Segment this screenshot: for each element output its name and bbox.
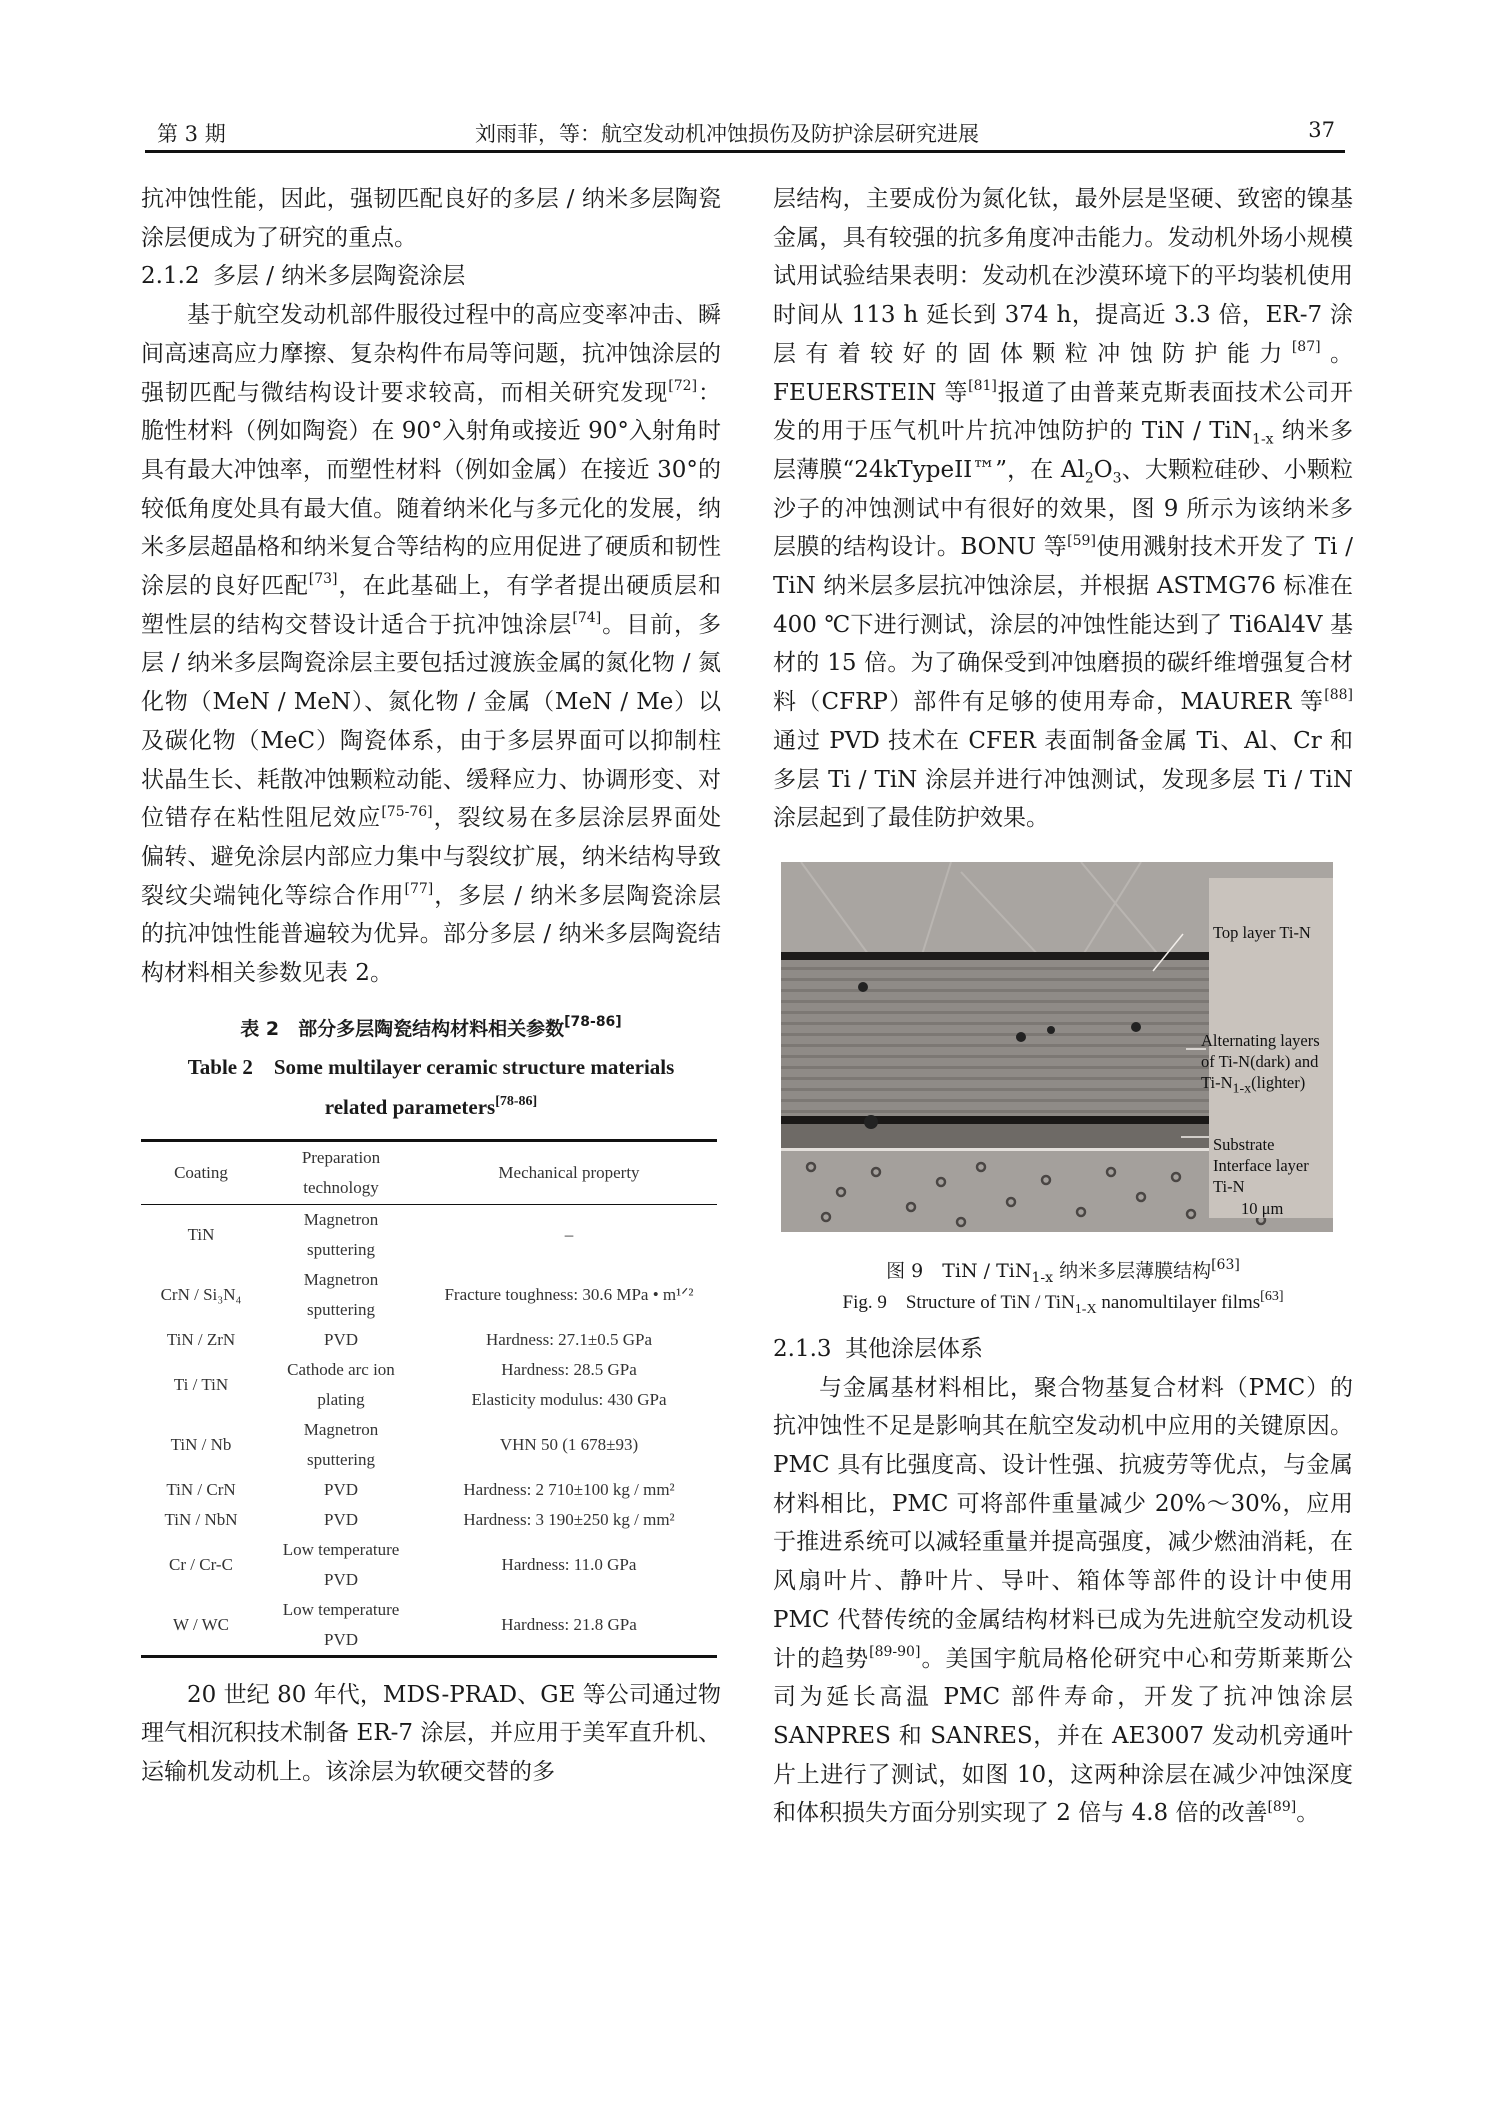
citation[interactable]: [72] xyxy=(668,377,698,394)
paragraph-multilayer xyxy=(141,296,721,993)
subscript: 1-x xyxy=(1031,1269,1054,1286)
table-row xyxy=(141,1265,717,1325)
label-text: Interface layer xyxy=(1213,1155,1309,1175)
column-header-mechanical: Mechanical property xyxy=(498,1162,640,1182)
cell-mechanical xyxy=(421,1505,717,1535)
cell-text: Hardness: 28.5 GPa xyxy=(501,1359,637,1379)
label-top-layer: Top layer Ti-N xyxy=(1213,922,1311,942)
section-title: 其他涂层体系 xyxy=(845,1335,983,1362)
cell-coating xyxy=(141,1535,261,1595)
figure-9-micrograph xyxy=(781,862,1333,1232)
cell-mechanical xyxy=(421,1475,717,1505)
cell-preparation xyxy=(261,1595,421,1657)
label-substrate-interface xyxy=(1213,1134,1309,1197)
cell-mechanical xyxy=(421,1535,717,1595)
cell-preparation xyxy=(261,1415,421,1475)
table-row xyxy=(141,1595,717,1657)
text-span: O xyxy=(1093,456,1113,483)
table-caption-en xyxy=(141,1047,721,1127)
table-caption-cn xyxy=(141,1011,721,1047)
cell-text: TiN / CrN xyxy=(166,1479,236,1499)
alternating-layers xyxy=(781,960,1209,1120)
cell-coating xyxy=(141,1415,261,1475)
citation[interactable]: [78-86] xyxy=(495,1093,538,1109)
cell-preparation xyxy=(261,1325,421,1355)
caption-text: 表 2 部分多层陶瓷结构材料相关参数 xyxy=(240,1017,565,1040)
paragraph-er7: 20 世纪 80 年代，MDS-PRAD、GE 等公司通过物理气相沉积技术制备 ER-7 涂层，并应用于美军直升机、运输机发动机上。该涂层为软硬交替的多 xyxy=(141,1681,721,1786)
label-text: Alternating layers xyxy=(1201,1030,1320,1050)
text-span: 。美国宇航局格伦研究中心和劳斯莱斯公司为延长高温 PMC 部件寿命，开发了抗冲蚀涂层 SANPRES 和 SANRES，并在 AE3007 发动机旁通叶片上进行了测试，如图 10，这两种涂层在减少冲蚀深度和体积损失方面分别实现了 2 倍与 4.8 倍的改善 xyxy=(773,1645,1354,1827)
running-title: 刘雨菲，等：航空发动机冲蚀损伤及防护涂层研究进展 xyxy=(475,122,979,146)
text-span: 。目前，多层 / 纳米多层陶瓷涂层主要包括过渡族金属的氮化物 / 氮化物（MeN / MeN）、氮化物 / 金属（MeN / Me）以及碳化物（MeC）陶瓷体系，由于多层界面可以抑制柱状晶生长、耗散冲蚀颗粒动能、缓释应力、协调形变、对位错存在粘性阻尼效应 xyxy=(141,611,722,832)
table-row xyxy=(141,1325,717,1355)
text-span: ：脆性材料（例如陶瓷）在 90°入射角或接近 90°入射角时具有最大冲蚀率，而塑性材料（例如金属）在接近 30°的较低角度处具有最大值。随着纳米化与多元化的发展，纳米多层超晶格和纳米复合等结构的应用促进了硬质和韧性涂层的良好匹配 xyxy=(141,379,722,600)
section-number: 2.1.2 xyxy=(141,263,200,290)
cell-text: sputtering xyxy=(307,1299,375,1319)
table-row xyxy=(141,1535,717,1595)
cell-preparation xyxy=(261,1535,421,1595)
text-span: 基于航空发动机部件服役过程中的高应变率冲击、瞬间高速高应力摩擦、复杂构件布局等问题，抗冲蚀涂层的强韧匹配与微结构设计要求较高，而相关研究发现 xyxy=(141,302,721,406)
cell-text: W / WC xyxy=(172,1614,230,1634)
cell-text: TiN / NbN xyxy=(164,1509,238,1529)
cell-text: Cathode arc ion xyxy=(287,1359,395,1379)
header-text: Preparation xyxy=(301,1147,381,1167)
cell-coating xyxy=(141,1505,261,1535)
caption-text: nanomultilayer films xyxy=(1096,1291,1261,1313)
cell-coating xyxy=(141,1204,261,1265)
cell-text: Ti / TiN xyxy=(173,1374,229,1394)
text-span: 。 xyxy=(1296,1800,1320,1827)
cell-preparation xyxy=(261,1355,421,1415)
issue-label: 第 3 期 xyxy=(157,122,226,146)
cell-text: Hardness: 11.0 GPa xyxy=(501,1554,637,1574)
cell-text: CrN / Si₃N₄ xyxy=(160,1284,242,1304)
cell-text: PVD xyxy=(323,1479,358,1499)
label-text: (lighter) xyxy=(1251,1072,1306,1092)
citation[interactable]: [75-76] xyxy=(381,803,433,820)
table-row xyxy=(141,1505,717,1535)
caption-text: related parameters xyxy=(324,1094,496,1119)
figure-9-caption-en xyxy=(773,1286,1353,1320)
table-2 xyxy=(141,1139,717,1658)
cell-text: Hardness: 21.8 GPa xyxy=(501,1614,637,1634)
right-column xyxy=(773,180,1353,1833)
cell-mechanical xyxy=(421,1415,717,1475)
citation[interactable]: [89] xyxy=(1267,1798,1297,1815)
cell-text: PVD xyxy=(323,1629,358,1649)
cell-text: PVD xyxy=(323,1509,358,1529)
cell-text: – xyxy=(564,1224,574,1244)
label-text: Substrate xyxy=(1213,1134,1275,1154)
cell-text: PVD xyxy=(323,1569,358,1589)
cell-preparation xyxy=(261,1505,421,1535)
cell-mechanical xyxy=(421,1204,717,1265)
citation[interactable]: [74] xyxy=(572,610,602,627)
paragraph-intro-continued: 抗冲蚀性能，因此，强韧匹配良好的多层 / 纳米多层陶瓷涂层便成为了研究的重点。 xyxy=(141,186,721,251)
citation[interactable]: [77] xyxy=(404,881,434,897)
table-row xyxy=(141,1475,717,1505)
cell-text: sputtering xyxy=(307,1239,375,1259)
citation[interactable]: [63] xyxy=(1260,1288,1284,1304)
section-heading-2-1-3 xyxy=(773,1330,1353,1369)
cell-text: Elasticity modulus: 430 GPa xyxy=(471,1389,667,1409)
cell-text: TiN / ZrN xyxy=(166,1329,236,1349)
text-span: 纳米多层薄膜“24kTypeII™”，在 Al xyxy=(773,418,1354,483)
cell-text: Cr / Cr-C xyxy=(169,1554,233,1574)
cell-coating xyxy=(141,1595,261,1657)
table-row xyxy=(141,1415,717,1475)
text-span: ，裂纹易在多层涂层界面处偏转、避免涂层内部应力集中与裂纹扩展，纳米结构导致裂纹尖端钝化等综合作用 xyxy=(141,805,722,909)
cell-mechanical xyxy=(421,1325,717,1355)
cell-coating xyxy=(141,1265,261,1325)
subscript: 1-x xyxy=(1252,431,1274,448)
caption-text: Fig. 9 Structure of TiN / TiN xyxy=(842,1291,1075,1313)
cell-coating xyxy=(141,1355,261,1415)
text-span: 。FEUERSTEIN 等 xyxy=(773,340,1354,406)
cell-preparation xyxy=(261,1475,421,1505)
paragraph-er7-continued xyxy=(773,180,1353,838)
subscript: 2 xyxy=(1084,470,1094,487)
citation[interactable]: [89-90] xyxy=(869,1643,921,1660)
table-row xyxy=(141,1355,717,1415)
citation[interactable]: [63] xyxy=(1211,1256,1240,1273)
cell-text: Low temperature xyxy=(282,1599,400,1619)
cell-text: Magnetron xyxy=(303,1419,379,1439)
text-span: 与金属基材料相比，聚合物基复合材料（PMC）的抗冲蚀性不足是影响其在航空发动机中应用的关键原因。PMC 具有比强度高、设计性强、抗疲劳等优点，与金属材料相比，PMC 可将部件重量减少 20%～30%，应用于推进系统可以减轻重量并提高强度，减少燃油消耗，在风扇叶片、静叶片、导叶、箱体等部件的设计中使用 PMC 代替传统的金属结构材料已成为先进航空发动机设计的趋势 xyxy=(773,1374,1353,1672)
cell-text: PVD xyxy=(323,1329,358,1349)
cell-text: TiN / Nb xyxy=(170,1434,232,1454)
cell-text: Hardness: 27.1±0.5 GPa xyxy=(485,1329,653,1349)
cell-text: plating xyxy=(317,1389,365,1409)
scale-bar-label: 10 μm xyxy=(1241,1198,1284,1218)
text-span: ，在此基础上，有学者提出硬质层和塑性层的结构交替设计适合于抗冲蚀涂层 xyxy=(141,573,722,638)
section-number: 2.1.3 xyxy=(773,1335,832,1362)
cell-text: TiN xyxy=(187,1224,215,1244)
citation[interactable]: [78-86] xyxy=(564,1014,622,1031)
table-row xyxy=(141,1204,717,1265)
cell-coating xyxy=(141,1475,261,1505)
cell-mechanical xyxy=(421,1265,717,1325)
running-header xyxy=(145,118,1345,150)
text-span: 、大颗粒硅砂、小颗粒沙子的冲蚀测试中有很好的效果，图 9 所示为该纳米多层膜的结构设计。BONU 等 xyxy=(773,456,1354,561)
cell-text: Hardness: 2 710±100 kg / mm² xyxy=(463,1479,675,1499)
subscript: 1-x xyxy=(1232,1081,1252,1097)
top-layer-band xyxy=(781,952,1209,960)
table-2-caption xyxy=(141,1011,721,1127)
text-span: ，多层 / 纳米多层陶瓷涂层的抗冲蚀性能普遍较为优异。部分多层 / 纳米多层陶瓷结构材料相关参数见表 2。 xyxy=(141,882,721,987)
cell-mechanical xyxy=(421,1355,717,1415)
label-alternating-layers xyxy=(1201,1030,1320,1097)
caption-text: Table 2 Some multilayer ceramic structure materials xyxy=(187,1054,675,1079)
section-title: 多层 / 纳米多层陶瓷涂层 xyxy=(213,263,466,290)
cell-text: Low temperature xyxy=(282,1539,400,1559)
left-column xyxy=(141,180,721,1792)
subscript: 3 xyxy=(1112,470,1122,487)
citation[interactable]: [88] xyxy=(1324,687,1353,704)
citation[interactable]: [73] xyxy=(308,571,338,588)
table-header-row xyxy=(141,1140,717,1204)
cell-mechanical xyxy=(421,1595,717,1657)
text-span: 报道了由普莱克斯表面技术公司开发的用于压气机叶片抗冲蚀防护的 TiN / TiN xyxy=(773,379,1354,445)
paragraph-pmc xyxy=(773,1369,1353,1833)
header-rule xyxy=(145,150,1345,153)
section-heading-2-1-2 xyxy=(141,257,721,296)
cell-text: Magnetron xyxy=(303,1209,379,1229)
interface-layer xyxy=(781,1124,1209,1148)
cell-text: Fracture toughness: 30.6 MPa • m¹ᐟ² xyxy=(444,1284,694,1304)
cell-text: sputtering xyxy=(307,1449,375,1469)
figure-9-caption-cn xyxy=(773,1256,1353,1286)
cell-text: Magnetron xyxy=(303,1269,379,1289)
citation[interactable]: [81] xyxy=(968,377,997,394)
column-header-coating: Coating xyxy=(174,1162,228,1182)
cell-text: VHN 50 (1 678±93) xyxy=(499,1434,639,1454)
text-span: 通过 PVD 技术在 CFER 表面制备金属 Ti、Al、Cr 和多层 Ti / TiN 涂层并进行冲蚀测试，发现多层 Ti / TiN 涂层起到了最佳防护效果。 xyxy=(773,727,1353,832)
column-header-preparation xyxy=(261,1140,421,1204)
header-text: technology xyxy=(303,1177,379,1197)
label-text: Ti-N xyxy=(1201,1072,1233,1092)
text-span: 层结构，主要成份为氮化钛，最外层是坚硬、致密的镍基金属，具有较强的抗多角度冲击能力。发动机外场小规模试用试验结果表明：发动机在沙漠环境下的平均装机使用时间从 113 h 延长到 374 h，提高近 3.3 倍，ER-7 涂层有着较好的固体颗粒冲蚀防护能力 xyxy=(773,186,1353,367)
label-text: of Ti-N(dark) and xyxy=(1201,1051,1319,1071)
text-span: 使用溅射技术开发了 Ti / TiN 纳米层多层抗冲蚀涂层，并根据 ASTMG76 标准在 400 ℃下进行测试，涂层的冲蚀性能达到了 Ti6Al4V 基材的 15 倍。为了确保受到冲蚀磨损的碳纤维增强复合材料（CFRP）部件有足够的使用寿命，MAURER 等 xyxy=(773,534,1353,716)
caption-text: 纳米多层薄膜结构 xyxy=(1053,1259,1212,1282)
cell-preparation xyxy=(261,1204,421,1265)
subscript: 1-X xyxy=(1074,1301,1097,1317)
cell-text: Hardness: 3 190±250 kg / mm² xyxy=(463,1509,675,1529)
cell-preparation xyxy=(261,1265,421,1325)
label-text: Ti-N xyxy=(1213,1176,1245,1196)
page-number: 37 xyxy=(1308,118,1335,142)
cell-coating xyxy=(141,1325,261,1355)
interface-band xyxy=(781,1116,1209,1124)
citation[interactable]: [59] xyxy=(1067,532,1096,549)
caption-text: 图 9 TiN / TiN xyxy=(886,1259,1032,1282)
citation[interactable]: [87] xyxy=(1291,339,1321,356)
